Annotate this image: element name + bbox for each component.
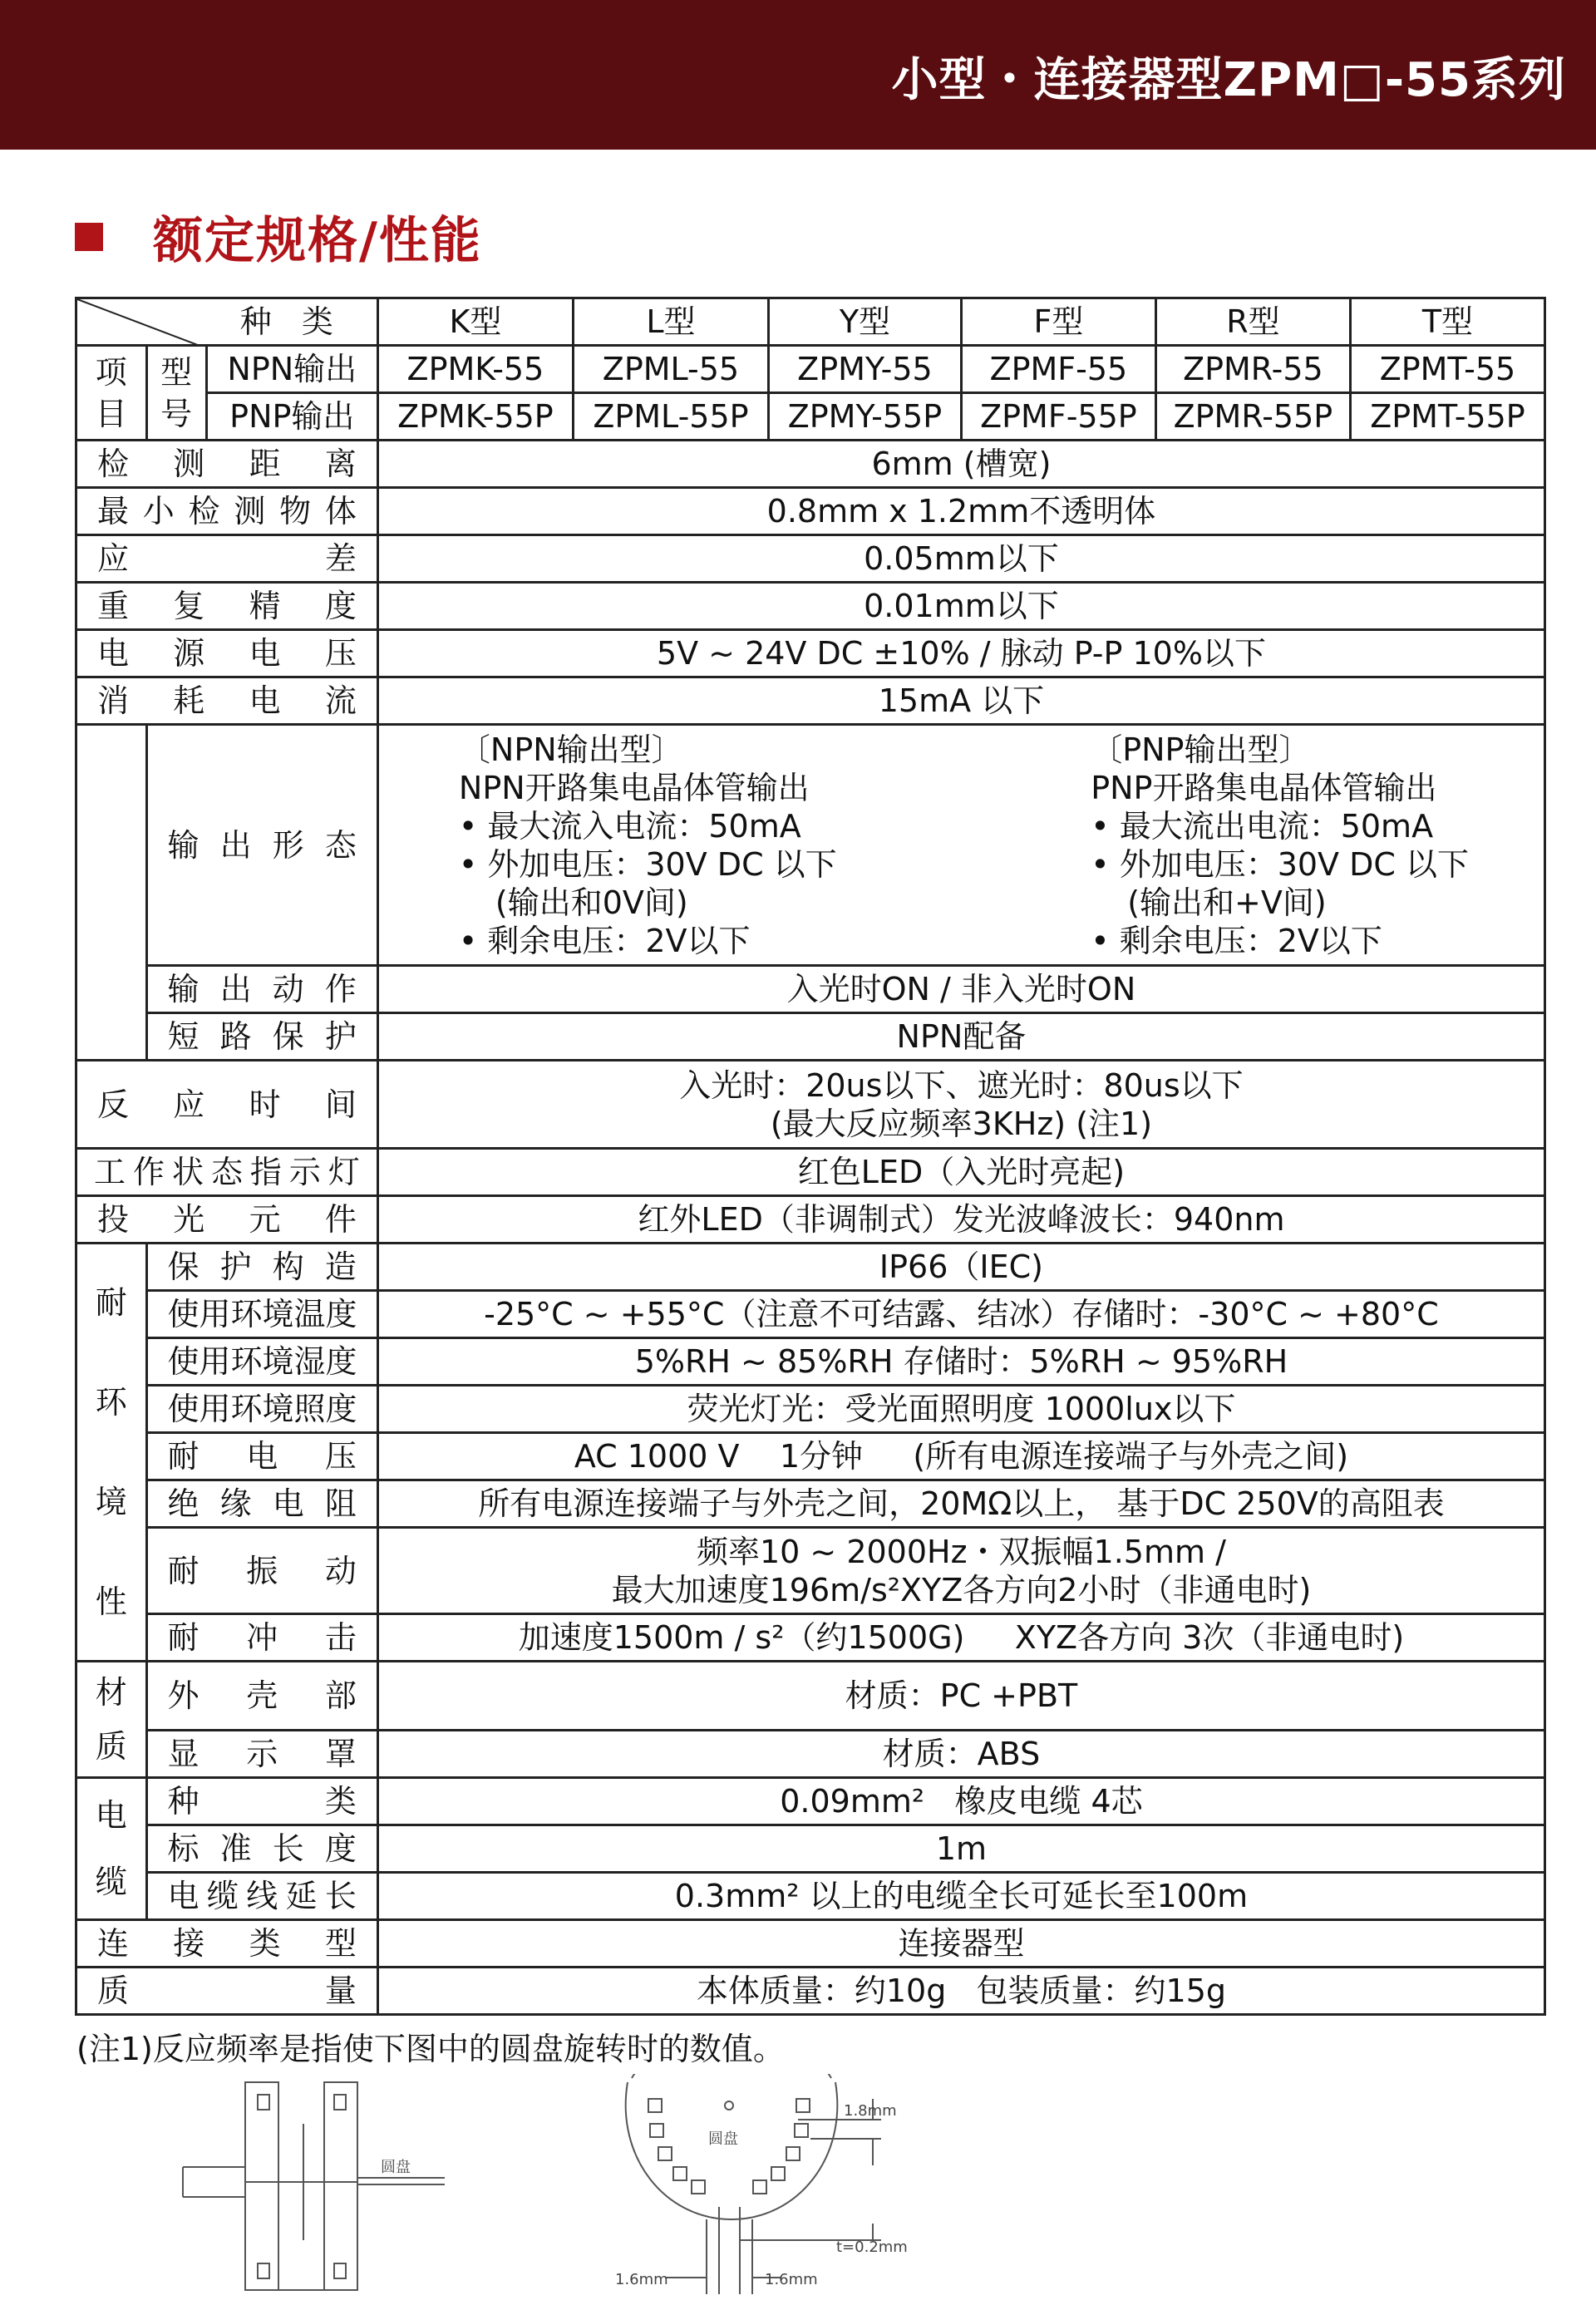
row-value: 红外LED（非调制式）发光波峰波长：940nm [377, 1196, 1544, 1244]
row-label: 输出动作 [146, 966, 377, 1013]
row-value: NPN配备 [377, 1013, 1544, 1061]
npn-line: • 外加电压：30V DC 以下 [458, 845, 837, 883]
output-form-value [377, 725, 1544, 966]
row-value: 1m [377, 1825, 1544, 1873]
row-value: 荧光灯光：受光面照明度 1000lux以下 [377, 1386, 1544, 1433]
sensor-side-view [183, 2082, 445, 2290]
pnp-model: ZPMT-55P [1350, 393, 1544, 441]
npn-model: ZPMK-55 [377, 346, 573, 393]
header-bar [0, 0, 1596, 150]
pnp-line: • 外加电压：30V DC 以下 [1091, 845, 1469, 883]
row-label: 反应时间 [76, 1061, 378, 1149]
row-label: 重复精度 [76, 583, 378, 630]
xiang-char: 项 [95, 353, 127, 391]
section-heading [75, 204, 482, 270]
row-value [377, 1061, 1544, 1149]
row-label: 短路保护 [146, 1013, 377, 1061]
row-label: 应差 [76, 535, 378, 583]
pnp-line: 〔PNP输出型〕 [1091, 731, 1311, 768]
npn-line: 〔NPN输出型〕 [458, 731, 683, 768]
env-group-label [76, 1244, 147, 1662]
material-group-label [76, 1662, 147, 1778]
section-title: 额定规格/性能 [153, 212, 482, 270]
dim-thickness: t=0.2mm [836, 2239, 908, 2256]
pnp-line: PNP开路集电晶体管输出 [1091, 769, 1437, 806]
row-value: 0.05mm以下 [377, 535, 1544, 583]
row-value: AC 1000 V 1分钟 (所有电源连接端子与外壳之间) [377, 1433, 1544, 1480]
npn-output-col [459, 731, 837, 960]
pnp-line: • 最大流出电流：50mA [1091, 807, 1434, 845]
row-value: 材质：ABS [377, 1731, 1544, 1778]
row-label: 工作状态指示灯 [76, 1149, 378, 1196]
pnp-line: (输出和+V间) [1127, 884, 1327, 921]
types-label: 种 类 [239, 303, 343, 340]
row-label: 消耗电流 [76, 677, 378, 725]
material-char: 材 [95, 1674, 127, 1711]
row-value: 红色LED（入光时亮起) [377, 1149, 1544, 1196]
npn-line: (输出和0V间) [495, 884, 688, 921]
row-value: 5%RH ~ 85%RH 存储时：5%RH ~ 95%RH [377, 1338, 1544, 1386]
row-value: 0.01mm以下 [377, 583, 1544, 630]
row-label: 检测距离 [76, 441, 378, 488]
npn-line: NPN开路集电晶体管输出 [458, 769, 810, 806]
row-label: 耐电压 [146, 1433, 377, 1480]
disc-label-left: 圆盘 [381, 2159, 411, 2176]
disc-front-view [626, 2074, 881, 2294]
row-label: 电缆线延长 [146, 1873, 377, 1920]
pnp-output-col [1091, 731, 1469, 960]
row-value: 入光时ON / 非入光时ON [377, 966, 1544, 1013]
npn-model: ZPMF-55 [961, 346, 1155, 393]
disc-figure [166, 2074, 964, 2298]
corner-cell [76, 298, 378, 346]
row-value: 0.3mm² 以上的电缆全长可延长至100m [377, 1873, 1544, 1920]
row-value: 材质：PC +PBT [377, 1662, 1544, 1731]
type-r: R型 [1155, 298, 1350, 346]
row-value: 连接器型 [377, 1920, 1544, 1968]
cable-char: 电 [95, 1797, 127, 1834]
row-label: 质量 [76, 1968, 378, 2015]
row-label: 电源电压 [76, 630, 378, 677]
npn-model: ZPMT-55 [1350, 346, 1544, 393]
disc-label-right: 圆盘 [708, 2130, 738, 2148]
row-label: 耐冲击 [146, 1614, 377, 1662]
npn-output-label: NPN输出 [206, 346, 377, 393]
type-t: T型 [1350, 298, 1544, 346]
diagonal-line [77, 299, 370, 346]
pnp-model: ZPMY-55P [768, 393, 961, 441]
mu-char: 目 [95, 395, 127, 432]
response-line: (最大反应频率3KHz) (注1) [770, 1105, 1153, 1142]
row-value: 本体质量：约10g 包装质量：约15g [377, 1968, 1544, 2015]
row-value [377, 1528, 1544, 1614]
npn-line: • 剩余电压：2V以下 [458, 922, 751, 959]
hao-char: 号 [160, 395, 193, 432]
pnp-line: • 剩余电压：2V以下 [1091, 922, 1382, 959]
spec-table [75, 297, 1546, 2016]
npn-model: ZPMY-55 [768, 346, 961, 393]
npn-model: ZPML-55 [573, 346, 768, 393]
row-label: 耐振动 [146, 1528, 377, 1614]
row-value: 加速度1500m / s²（约1500G) XYZ各方向 3次（非通电时) [377, 1614, 1544, 1662]
vibration-line: 最大加速度196m/s²XYZ各方向2小时（非通电时) [611, 1571, 1312, 1608]
pnp-model: ZPMK-55P [377, 393, 573, 441]
row-value: -25°C ~ +55°C（注意不可结露、结冰）存储时：-30°C ~ +80°C [377, 1291, 1544, 1338]
dim-1-6mm-left: 1.6mm [615, 2271, 668, 2288]
row-label: 连接类型 [76, 1920, 378, 1968]
row-value: 0.09mm² 橡皮电缆 4芯 [377, 1778, 1544, 1825]
series-title: 小型・连接器型ZPM□-55系列 [891, 53, 1566, 107]
xing-char: 型 [160, 353, 193, 391]
type-y: Y型 [768, 298, 961, 346]
env-char: 耐 [95, 1284, 127, 1321]
row-label: 输出形态 [146, 725, 377, 966]
type-k: K型 [377, 298, 573, 346]
row-label: 外壳部 [146, 1662, 377, 1731]
env-char: 性 [95, 1583, 127, 1620]
row-label: 使用环境照度 [146, 1386, 377, 1433]
material-char: 质 [95, 1728, 127, 1765]
row-value: IP66（IEC) [377, 1244, 1544, 1291]
row-value: 5V ~ 24V DC ±10% / 脉动 P-P 10%以下 [377, 630, 1544, 677]
model-label [146, 346, 206, 441]
row-label: 最小检测物体 [76, 488, 378, 535]
square-bullet-icon [75, 223, 103, 251]
row-label: 显示罩 [146, 1731, 377, 1778]
row-label: 使用环境湿度 [146, 1338, 377, 1386]
item-label [76, 346, 147, 441]
env-char: 境 [95, 1484, 127, 1520]
row-label: 投光元件 [76, 1196, 378, 1244]
pnp-model: ZPMR-55P [1155, 393, 1350, 441]
vibration-line: 频率10 ~ 2000Hz・双振幅1.5mm / [696, 1533, 1226, 1570]
response-line: 入光时：20us以下、遮光时：80us以下 [679, 1066, 1244, 1104]
output-group-spacer [76, 725, 147, 1061]
row-value: 6mm (槽宽) [377, 441, 1544, 488]
pnp-model: ZPMF-55P [961, 393, 1155, 441]
type-l: L型 [573, 298, 768, 346]
env-char: 环 [95, 1384, 127, 1421]
dim-1-8mm: 1.8mm [844, 2102, 897, 2120]
pnp-output-label: PNP输出 [206, 393, 377, 441]
cable-char: 缆 [95, 1864, 127, 1900]
cable-group-label [76, 1778, 147, 1920]
row-label: 种类 [146, 1778, 377, 1825]
dim-1-6mm-right: 1.6mm [765, 2271, 818, 2288]
pnp-model: ZPML-55P [573, 393, 768, 441]
row-label: 保护构造 [146, 1244, 377, 1291]
row-value: 所有电源连接端子与外壳之间，20MΩ以上， 基于DC 250V的高阻表 [377, 1480, 1544, 1528]
row-value: 0.8mm x 1.2mm不透明体 [377, 488, 1544, 535]
row-label: 使用环境温度 [146, 1291, 377, 1338]
row-label: 绝缘电阻 [146, 1480, 377, 1528]
npn-model: ZPMR-55 [1155, 346, 1350, 393]
row-value: 15mA 以下 [377, 677, 1544, 725]
footnote: (注1)反应频率是指使下图中的圆盘旋转时的数值。 [76, 2031, 785, 2067]
npn-line: • 最大流入电流：50mA [458, 807, 801, 845]
row-label: 标准长度 [146, 1825, 377, 1873]
type-f: F型 [961, 298, 1155, 346]
